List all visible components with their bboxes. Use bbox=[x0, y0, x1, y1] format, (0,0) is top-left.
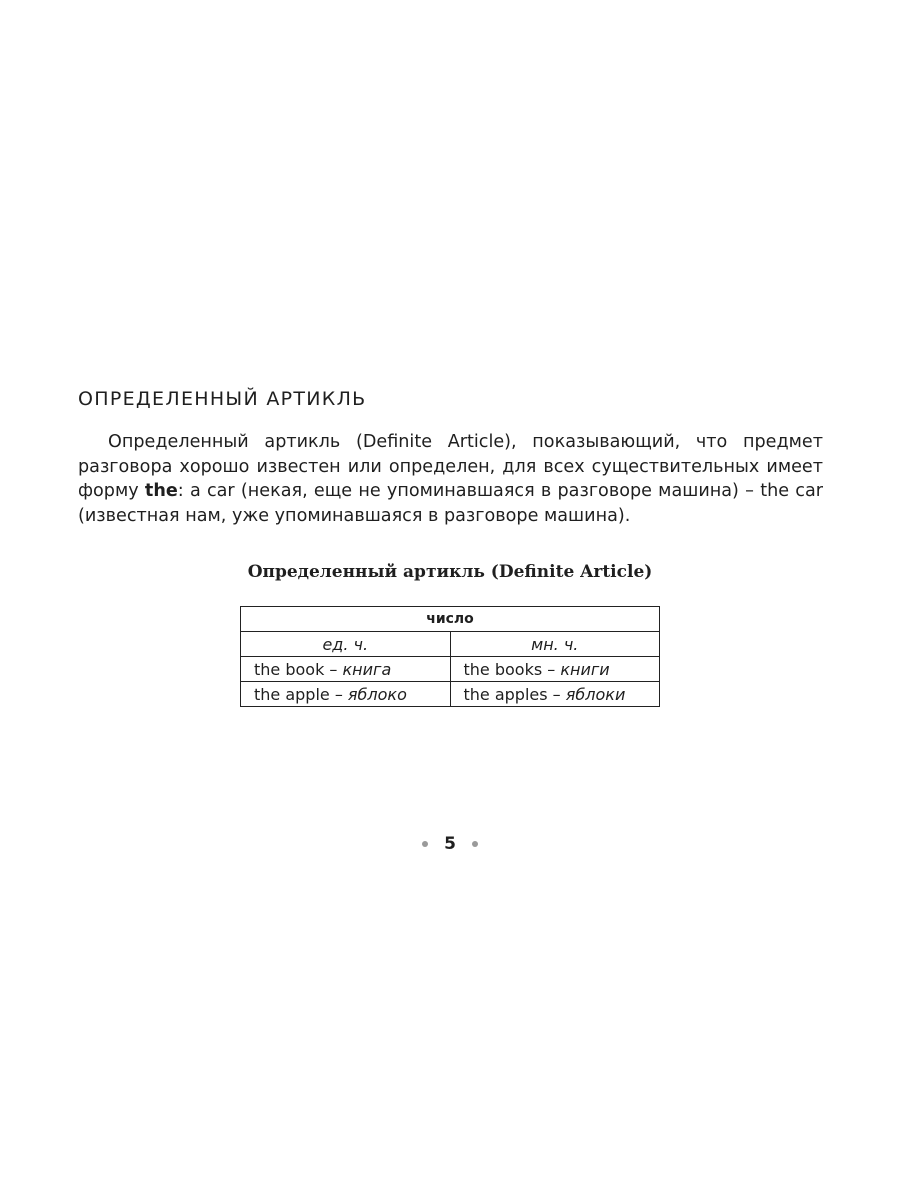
table-subheader-row bbox=[241, 632, 660, 657]
bullet-dot-icon bbox=[422, 841, 428, 847]
table-row bbox=[241, 657, 660, 682]
body-paragraph bbox=[78, 430, 823, 528]
english-word: the apple – bbox=[254, 684, 348, 704]
column-header-plural: мн. ч. bbox=[450, 632, 660, 657]
table-title: Определенный артикль (Definite Article) bbox=[247, 562, 653, 582]
russian-translation: яблоки bbox=[565, 684, 626, 704]
table-cell bbox=[450, 657, 660, 682]
paragraph-text-1: Определенный артикль (Definite Article), показывающий, что предмет разговора хорошо известен или определен, для всех существительных имеет форму bbox=[78, 432, 823, 501]
paragraph-bold-the: the bbox=[144, 481, 178, 501]
paragraph-text-2: : a car (некая, еще не упоминавшаяся в разговоре машина) – the car (известная нам, уже упоминавшаяся в разговоре машина). bbox=[78, 481, 823, 526]
bullet-dot-icon bbox=[472, 841, 478, 847]
section-heading: ОПРЕДЕЛЕННЫЙ АРТИКЛЬ bbox=[78, 388, 367, 410]
table-cell bbox=[241, 657, 451, 682]
table-cell bbox=[450, 682, 660, 707]
english-word: the books – bbox=[463, 659, 561, 679]
english-word: the book – bbox=[254, 659, 343, 679]
group-header-number: число bbox=[241, 607, 660, 632]
english-word: the apples – bbox=[463, 684, 566, 704]
page-footer bbox=[0, 834, 900, 854]
page-number: 5 bbox=[444, 834, 456, 854]
column-header-singular: ед. ч. bbox=[241, 632, 451, 657]
table-header-row bbox=[241, 607, 660, 632]
table-cell bbox=[241, 682, 451, 707]
table-row bbox=[241, 682, 660, 707]
russian-translation: книга bbox=[342, 659, 392, 679]
russian-translation: книги bbox=[560, 659, 610, 679]
article-table bbox=[240, 606, 660, 707]
russian-translation: яблоко bbox=[347, 684, 407, 704]
